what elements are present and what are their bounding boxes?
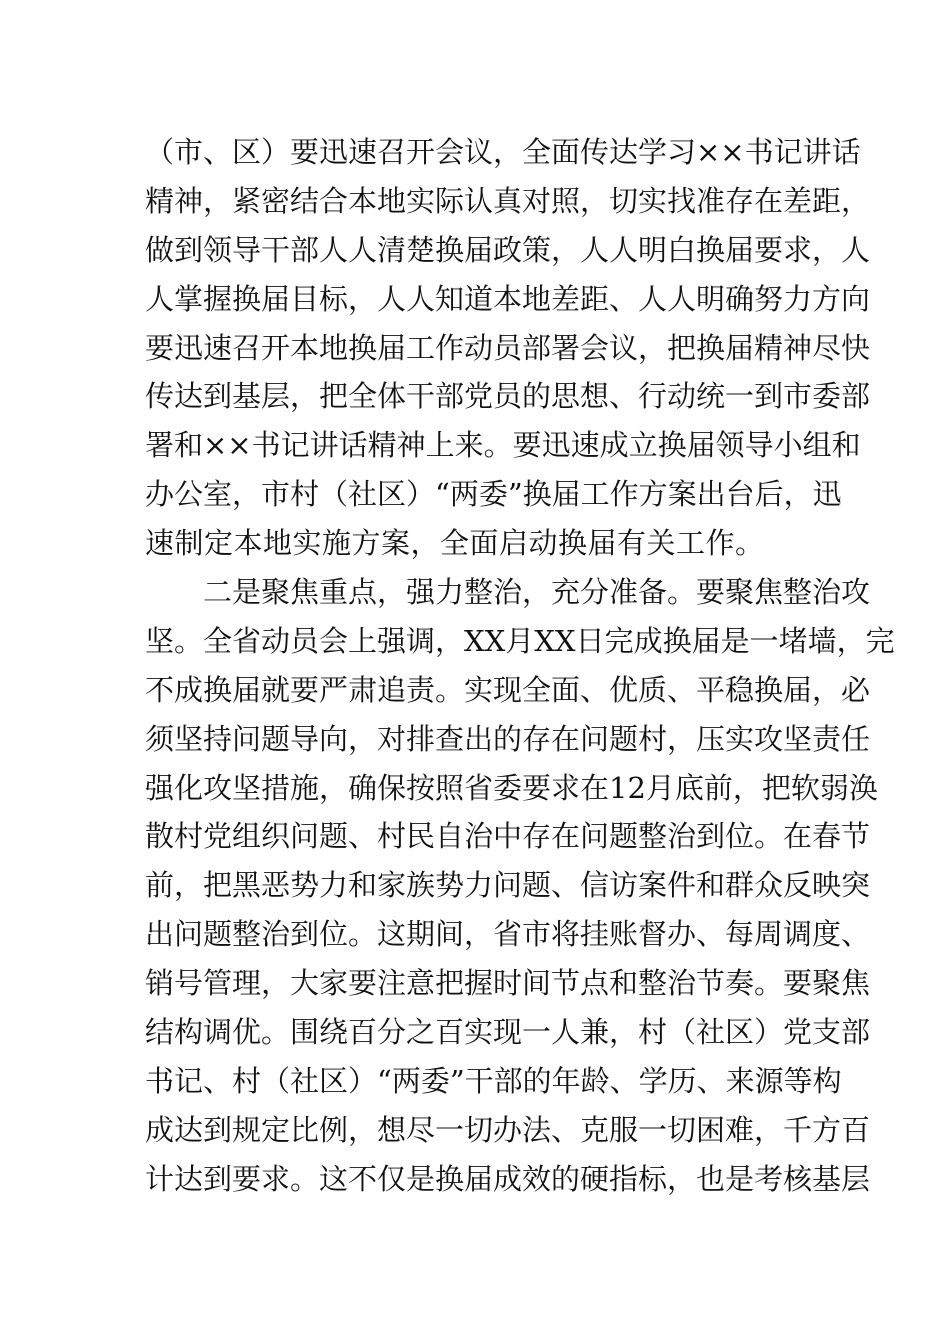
text-line: 成达到规定比例，想尽一切办法、克服一切困难，千方百 — [145, 1112, 871, 1147]
text-line: 传达到基层，把全体干部党员的思想、行动统一到市委部 — [145, 379, 871, 414]
text-line: 计达到要求。这不仅是换届成效的硬指标，也是考核基层 — [145, 1161, 871, 1196]
text-line: 书记、村（社区）“两委”干部的年龄、学历、来源等构 — [145, 1063, 842, 1098]
paragraph-start-line: 二是聚焦重点，强力整治，充分准备。要聚焦整治攻 — [145, 575, 871, 610]
text-line: 结构调优。围绕百分之百实现一人兼，村（社区）党支部 — [145, 1015, 871, 1050]
text-line: 须坚持问题导向，对排查出的存在问题村，压实攻坚责任 — [145, 721, 871, 756]
text-line: 人掌握换届目标，人人知道本地差距、人人明确努力方向 — [145, 281, 871, 316]
text-line: 精神，紧密结合本地实际认真对照，切实找准存在差距， — [145, 183, 871, 218]
text-line: 办公室，市村（社区）“两委”换届工作方案出台后，迅 — [145, 477, 842, 512]
text-line: 强化攻坚措施，确保按照省委要求在12月底前，把软弱涣 — [145, 770, 878, 805]
text-line: 前，把黑恶势力和家族势力问题、信访案件和群众反映突 — [145, 868, 871, 903]
document-body — [145, 128, 895, 1204]
text-line: 要迅速召开本地换届工作动员部署会议，把换届精神尽快 — [145, 330, 871, 365]
text-line: （市、区）要迅速召开会议，全面传达学习××书记讲话 — [145, 135, 861, 169]
text-line: 不成换届就要严肃追责。实现全面、优质、平稳换届，必 — [145, 672, 871, 707]
text-line: 销号管理，大家要注意把握时间节点和整治节奏。要聚焦 — [145, 966, 871, 1001]
text-line: 散村党组织问题、村民自治中存在问题整治到位。在春节 — [145, 819, 871, 854]
text-line: 做到领导干部人人清楚换届政策，人人明白换届要求，人 — [145, 232, 871, 267]
text-line: 坚。全省动员会上强调，XX月XX日完成换届是一堵墙，完 — [145, 623, 895, 658]
text-line: 出问题整治到位。这期间，省市将挂账督办、每周调度、 — [145, 917, 871, 952]
text-line: 署和××书记讲话精神上来。要迅速成立换届领导小组和 — [145, 428, 861, 463]
text-line: 速制定本地实施方案，全面启动换届有关工作。 — [145, 526, 765, 561]
